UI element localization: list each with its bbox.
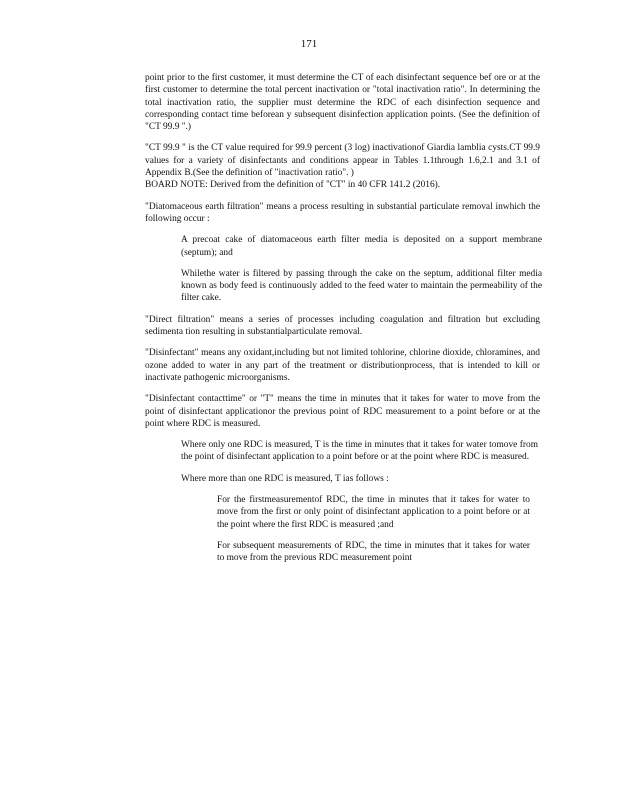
paragraph-ct-99-9: "CT 99.9 " is the CT value required for 99.9 percent (3 log) inactivationof Giardia lamblia cysts.CT 99.9 values for a variety of disinfectants and conditions appear in Tables 1.1through 1.6,2.1 and 3.1 of Appendix B.(See the definition of "inactivation ratio". ) (145, 143, 540, 179)
paragraph-contact-time: "Disinfectant contacttime" or "T" means the time in minutes that it takes for water to move from the point of disinfectant applicationor the previous point of RDC measurement to a point before or at the point where RDC is measured. (145, 394, 540, 429)
sub-item-body-feed: Whilethe water is filtered by passing through the cake on the septum, additional filter media known as body feed is continuously added to the feed water to maintain the permeability of the filter cake. (181, 268, 542, 304)
sub-item-precoat: A precoat cake of diatomaceous earth filter media is deposited on a support membrane (septum); and (181, 235, 542, 258)
paragraph-disinfectant: "Disinfectant" means any oxidant,including but not limited tohlorine, chlorine dioxide, chloramines, and ozone added to water in any part of the treatment or distributionprocess, that is intended to kill or inactivate pathogenic microorganisms. (145, 348, 540, 383)
sub-item-one-rdc: Where only one RDC is measured, T is the time in minutes that it takes for water tomove from the point of disinfectant application to a point before or at the point where RDC is measured. (181, 440, 538, 463)
sub-sub-item-first-measurement: For the firstmeasurementof RDC, the time in minutes that it takes for water to move from the first or only point of disinfectant application to a point before or at the point where the first RDC is measured ;and (217, 495, 530, 530)
page-content (145, 72, 540, 574)
paragraph-direct-filtration: "Direct filtration" means a series of processes including coagulation and filtration but excluding sedimenta tion resulting in substantialparticulate removal. (145, 314, 540, 338)
paragraph-diatomaceous: "Diatomaceous earth filtration" means a process resulting in substantial particulate removal inwhich the following occur : (145, 201, 540, 224)
page-number: 171 (300, 38, 318, 50)
sub-item-multiple-rdc: Where more than one RDC is measured, T ias follows : (181, 473, 389, 484)
sub-sub-item-subsequent-measurements: For subsequent measurements of RDC, the time in minutes that it takes for water to move from the previous RDC measurement point (217, 540, 530, 564)
board-note: BOARD NOTE: Derived from the definition of "CT" in 40 CFR 141.2 (2016). (145, 180, 441, 191)
paragraph-ct-continued: point prior to the first customer, it must determine the CT of each disinfectant sequence bef ore or at the first customer to determine the total percent inactivation or "total inactivation ratio". In determining the total inactivation ratio, the supplier must determine the RDC of each disinfection sequence and corresponding contact time beforean y subsequent disinfection application points. (See the definition of "CT 99.9 ".) (145, 73, 540, 133)
